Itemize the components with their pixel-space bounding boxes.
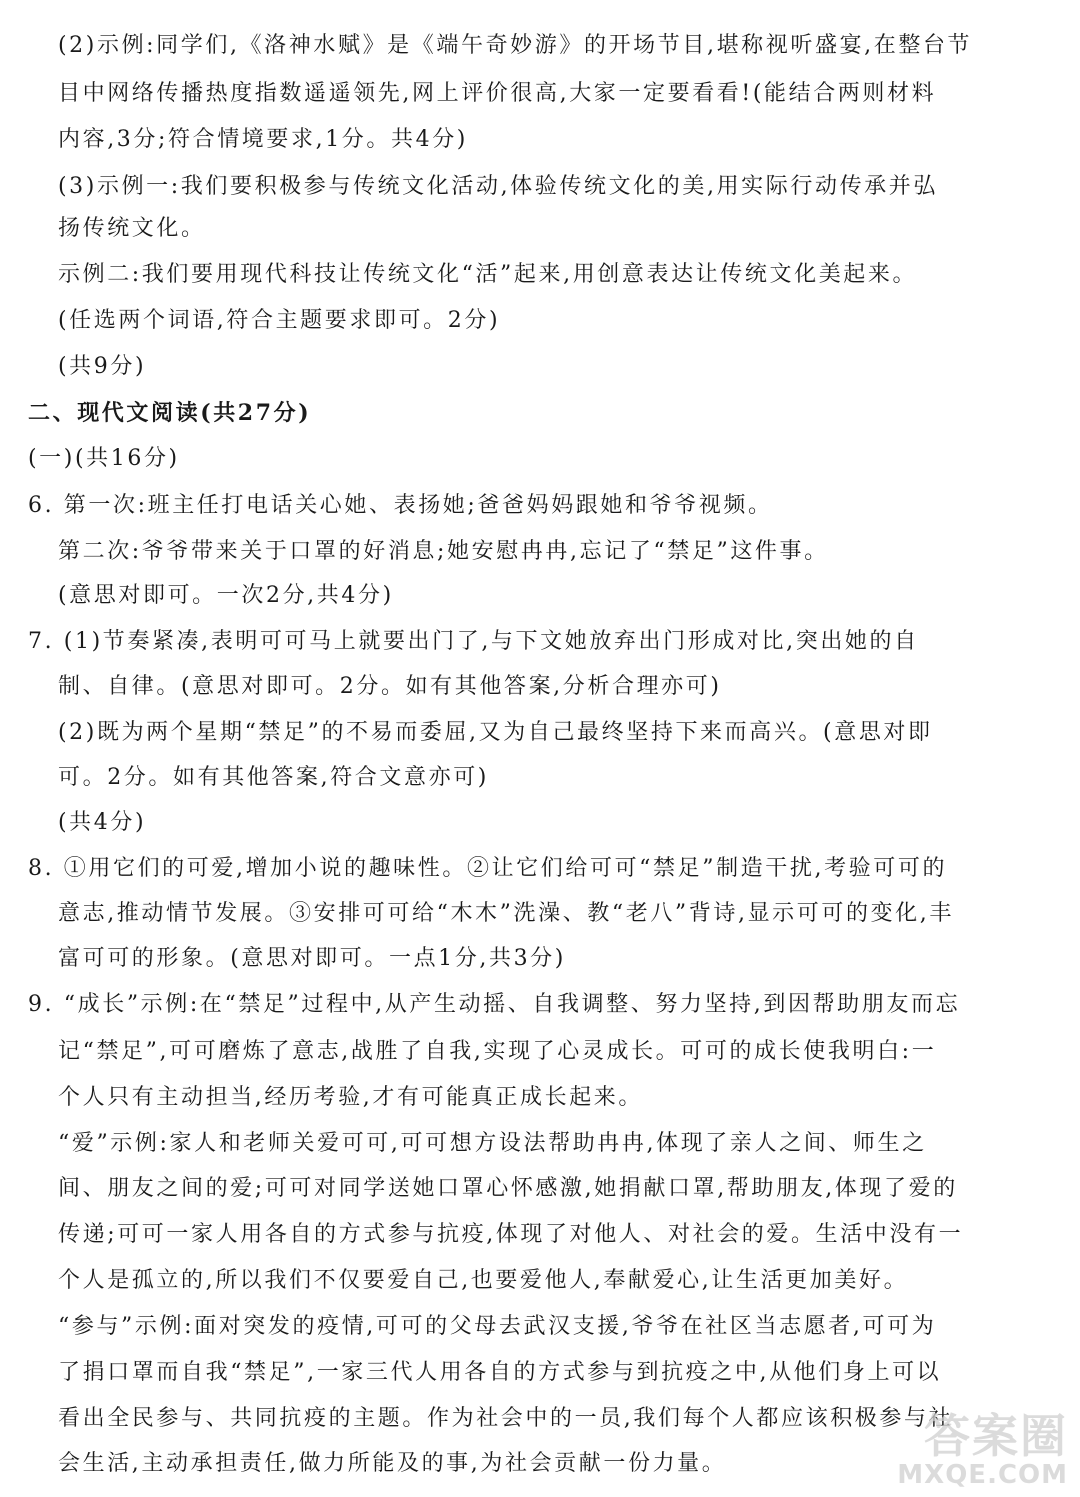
line-q9-2: 记“禁足”,可可磨炼了意志,战胜了自我,实现了心灵成长。可可的成长使我明白:一 xyxy=(58,1039,937,1064)
line-q8-3: 富可可的形象。(意思对即可。一点1分,共3分) xyxy=(58,946,566,971)
line-q9-participate-2: 了捐口罩而自我“禁足”,一家三代人用各自的方式参与到抗疫之中,从他们身上可以 xyxy=(58,1360,942,1385)
line-q3-2: 扬传统文化。 xyxy=(58,216,206,241)
line-q6-1: 6. 第一次:班主任打电话关心她、表扬她;爸爸妈妈跟她和爷爷视频。 xyxy=(28,493,773,518)
line-q6-2: 第二次:爷爷带来关于口罩的好消息;她安慰冉冉,忘记了“禁足”这件事。 xyxy=(58,539,829,564)
site-watermark xyxy=(897,1411,1068,1489)
section-heading-modern-reading: 二、现代文阅读(共27分) xyxy=(28,400,312,426)
line-q9-love-3: 传递;可可一家人用各自的方式参与抗疫,体现了对他人、对社会的爱。生活中没有一 xyxy=(58,1222,964,1247)
line-q9-3: 个人只有主动担当,经历考验,才有可能真正成长起来。 xyxy=(58,1085,643,1110)
line-q7-2: 制、自律。(意思对即可。2分。如有其他答案,分析合理亦可) xyxy=(58,674,722,699)
line-q7-1: 7. (1)节奏紧凑,表明可可马上就要出门了,与下文她放弃出门形成对比,突出她的自 xyxy=(28,629,919,654)
watermark-logo: 答案圈 xyxy=(924,1409,1068,1463)
line-q7-total: (共4分) xyxy=(58,810,147,835)
line-q7-4: 可。2分。如有其他答案,符合文意亦可) xyxy=(58,765,489,790)
line-q9-love-4: 个人是孤立的,所以我们不仅要爱自己,也要爱他人,奉献爱心,让生活更加美好。 xyxy=(58,1268,909,1293)
line-q7-3: (2)既为两个星期“禁足”的不易而委屈,又为自己最终坚持下来而高兴。(意思对即 xyxy=(58,720,933,745)
watermark-site: MXQE.COM xyxy=(897,1460,1068,1490)
line-q3-note: (任选两个词语,符合主题要求即可。2分) xyxy=(58,308,501,333)
subsection-heading-1: (一)(共16分) xyxy=(28,446,180,471)
line-q9-participate-1: “参与”示例:面对突发的疫情,可可的父母去武汉支援,爷爷在社区当志愿者,可可为 xyxy=(58,1314,937,1339)
line-q2-1: (2)示例:同学们,《洛神水赋》是《端午奇妙游》的开场节目,堪称视听盛宴,在整台节 xyxy=(58,33,973,58)
line-q9-participate-4: 会生活,主动承担责任,做力所能及的事,为社会贡献一份力量。 xyxy=(58,1451,727,1476)
line-q6-note: (意思对即可。一次2分,共4分) xyxy=(58,583,394,608)
line-total-9: (共9分) xyxy=(58,354,147,379)
line-q8-1: 8. ①用它们的可爱,增加小说的趣味性。②让它们给可可“禁足”制造干扰,考验可可的 xyxy=(28,856,948,881)
line-q3-example2: 示例二:我们要用现代科技让传统文化“活”起来,用创意表达让传统文化美起来。 xyxy=(58,262,918,287)
line-q9-participate-3: 看出全民参与、共同抗疫的主题。作为社会中的一员,我们每个人都应该积极参与社 xyxy=(58,1406,954,1431)
line-q8-2: 意志,推动情节发展。③安排可可给“木木”洗澡、教“老八”背诗,显示可可的变化,丰 xyxy=(58,901,954,926)
line-q9-love-1: “爱”示例:家人和老师关爱可可,可可想方设法帮助冉冉,体现了亲人之间、师生之 xyxy=(58,1131,927,1156)
line-q9-1: 9. “成长”示例:在“禁足”过程中,从产生动摇、自我调整、努力坚持,到因帮助朋友而忘 xyxy=(28,992,961,1017)
line-q2-3: 内容,3分;符合情境要求,1分。共4分) xyxy=(58,127,468,152)
line-q2-2: 目中网络传播热度指数遥遥领先,网上评价很高,大家一定要看看!(能结合两则材料 xyxy=(58,81,937,106)
line-q3-1: (3)示例一:我们要积极参与传统文化活动,体验传统文化的美,用实际行动传承并弘 xyxy=(58,174,938,199)
line-q9-love-2: 间、朋友之间的爱;可可对同学送她口罩心怀感激,她捐献口罩,帮助朋友,体现了爱的 xyxy=(58,1176,958,1201)
